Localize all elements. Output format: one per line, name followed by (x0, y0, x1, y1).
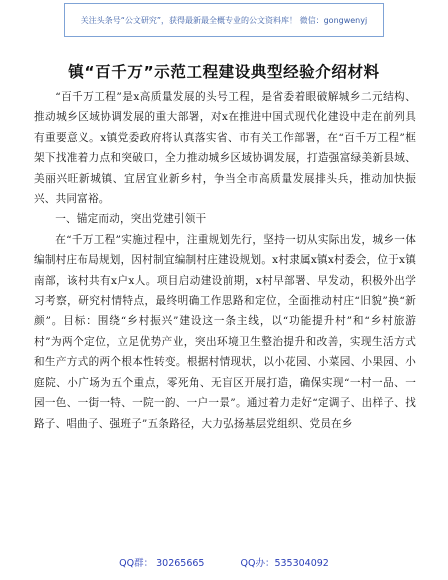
footer-qq-group: QQ群： 30265665 (119, 558, 205, 569)
document-title: 镇“百千万”示范工程建设典型经验介绍材料 (68, 63, 380, 81)
body-paragraph-section1: 在“千万工程”实施过程中，注重规划先行，坚持一切从实际出发，城乡一体编制村庄布局规划，因村制宜编制村庄建设规划。x村隶属x镇x村委会，位于x镇南部，该村共有x户x人。项目启动建设前期，x村早部署、早发动，积极外出学习考察，研究村情特点，最终明确工作思路和定位，全面推动村庄“旧貌”换“新颜”。目标：围绕“乡村振兴”建设这一条主线，以“功能提升村”和“乡村旅游村”为两个定位，立足优势产业，突出环境卫生整治提升和改善，实现生活方式和生产方式的两个根本性转变。根据村情现状，以小花园、小菜园、小果园、小庭院、小广场为五个重点，零死角、无盲区开展打造，确保实现“一村一品、一园一色、一街一特、一院一韵、一户一景”。通过着力走好“定调子、出样子、找路子、唱曲子、强班子”五条路径，大力弘扬基层党组织、党员在乡 (34, 233, 416, 430)
banner-text: 关注头条号“公文研究”，获得最新最全概专业的公文资料库！ 微信：gongwenyj (80, 15, 368, 25)
footer-contact (0, 555, 448, 569)
document-body (34, 87, 416, 434)
header-banner (64, 3, 384, 37)
footer-qq: QQ办：535304092 (240, 558, 329, 569)
section-heading: 一、锚定而动，突出党建引领干 (55, 213, 207, 226)
body-paragraph-intro: “百千万工程”是x高质量发展的头号工程，是省委着眼破解城乡二元结构、推动城乡区域协调发展的重大部署，对x在推进中国式现代化建设中走在前列具有重要意义。x镇党委政府将认真落实省、市有关工作部署，在“百千万工程”框架下找准着力点和突破口，全力推动城乡区域协调发展，打造强富绿美新县域、美丽兴旺新城镇、宜居宜业新乡村，争当全市高质量发展排头兵，推动加快振兴、共同富裕。 (34, 91, 416, 206)
